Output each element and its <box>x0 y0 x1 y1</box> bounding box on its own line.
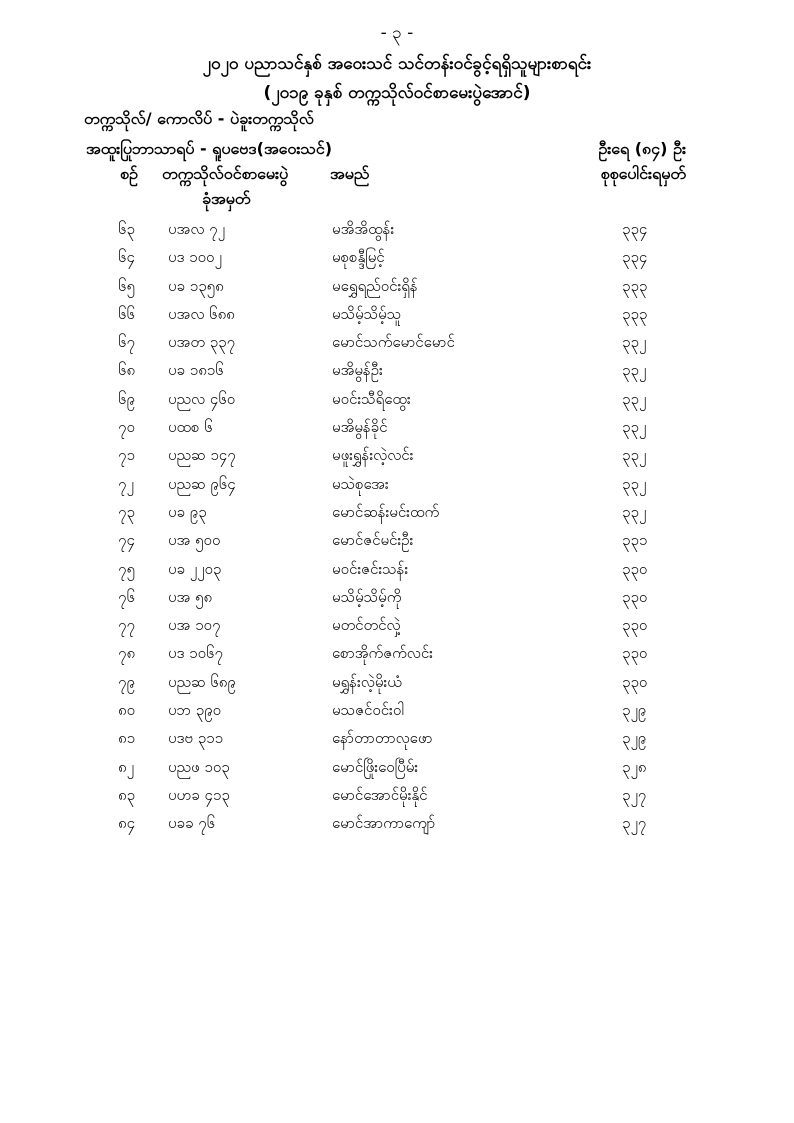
row-name: မအိမွန်ဦး <box>332 361 383 380</box>
table-row <box>0 729 794 757</box>
page-number: - ၃ - <box>380 23 414 43</box>
row-name: စောအိုက်ဇက်လင်း <box>332 644 433 663</box>
header-exam-number-line2: ခုံအမှတ် <box>202 189 251 208</box>
university-label: တက္ကသိုလ်/ ကောလိပ် - ပဲခူးတက္ကသိုလ် <box>84 109 314 128</box>
results-table <box>0 220 794 843</box>
row-exam-number: ပအလ ၇၂ <box>168 220 225 238</box>
row-marks: ၃၃၀ <box>622 644 648 663</box>
row-no: ၈၃ <box>118 785 136 804</box>
row-marks: ၃၃၂ <box>622 418 647 437</box>
row-name: မရွှေရည်ဝင်းရှိန် <box>332 276 418 295</box>
row-marks: ၃၃၄ <box>622 220 648 238</box>
table-row <box>0 588 794 616</box>
row-marks: ၃၃၂ <box>622 502 647 521</box>
row-no: ၇၆ <box>118 587 135 606</box>
row-exam-number: ပညဖ ၁၀၃ <box>168 757 230 776</box>
table-row <box>0 758 794 786</box>
row-name: မောင်သက်မောင်မောင် <box>332 333 455 352</box>
row-no: ၇၅ <box>118 559 135 578</box>
header-no: စဉ် <box>120 164 138 183</box>
row-no: ၇၄ <box>118 531 135 550</box>
row-no: ၆၇ <box>118 333 135 352</box>
row-no: ၇၇ <box>118 616 135 635</box>
row-name: မသိမ့်သိမ့်ကို <box>332 587 402 606</box>
row-name: မောင်ဖြိုးဝေပြီမ်း <box>332 757 419 776</box>
row-exam-number: ပအ ၅၈ <box>168 587 213 606</box>
row-exam-number: ပခ ၉၃ <box>168 502 207 521</box>
row-no: ၆၆ <box>118 304 135 323</box>
table-row <box>0 701 794 729</box>
row-no: ၈၀ <box>118 701 136 720</box>
row-name: မောင်ဆန်းမင်းထက် <box>332 502 440 521</box>
row-marks: ၃၃၂ <box>622 333 647 352</box>
row-marks: ၃၂၈ <box>622 757 647 776</box>
table-row <box>0 333 794 361</box>
row-name: မရွှန်းလဲ့မိုးယံ <box>332 672 402 691</box>
table-row <box>0 673 794 701</box>
row-name: မောင်ဇင်မင်းဦး <box>332 531 414 550</box>
row-marks: ၃၃၃ <box>622 276 648 295</box>
table-row <box>0 361 794 389</box>
row-exam-number: ပညလ ၄၆၀ <box>168 389 236 408</box>
row-no: ၆၃ <box>118 220 135 238</box>
row-name: မောင်အာကာကျော် <box>332 814 436 833</box>
total-count: ဦးရေ (၈၄) ဦး <box>598 139 686 158</box>
row-exam-number: ပအတ ၃၃၇ <box>168 333 236 352</box>
table-row <box>0 446 794 474</box>
row-exam-number: ပဒဗ ၃၁၁ <box>168 729 224 748</box>
row-exam-number: ပထစ ၆ <box>168 418 213 437</box>
row-no: ၇၂ <box>118 474 134 493</box>
row-exam-number: ပခ ၁၈၁၆ <box>168 361 224 380</box>
table-row <box>0 531 794 559</box>
major-label: အထူးပြုဘာသာရပ် - ရူပဗေဒ(အဝေးသင်) <box>86 139 333 158</box>
row-no: ၈၁ <box>118 729 136 748</box>
row-no: ၆၈ <box>118 361 136 380</box>
table-row <box>0 503 794 531</box>
table-row <box>0 786 794 814</box>
document-title: ၂၀၂၀ ပညာသင်နှစ် အဝေးသင် သင်တန်းဝင်ခွင့်ရရှိသူများစာရင်း <box>202 54 592 74</box>
row-exam-number: ပအလ ၆၈၈ <box>168 304 235 323</box>
table-row <box>0 475 794 503</box>
row-exam-number: ပဟခ ၄၁၃ <box>168 785 230 804</box>
row-name: မသိမ့်သိမ့်သူ <box>332 304 402 323</box>
row-name: မအိမွန်ခိုင် <box>332 418 388 437</box>
row-exam-number: ပဘ ၃၉၀ <box>168 701 222 720</box>
row-name: မသဇင်ဝင်းဝါ <box>332 701 404 720</box>
row-exam-number: ပခခ ၇၆ <box>168 814 216 833</box>
row-marks: ၃၂၉ <box>622 729 647 748</box>
row-no: ၇၉ <box>118 672 135 691</box>
row-exam-number: ပညဆ ၆၈၉ <box>168 672 236 691</box>
row-name: မတင်တင်လှဲ့ <box>332 616 401 635</box>
row-exam-number: ပဒ ၁၀၆၇ <box>168 644 223 663</box>
row-exam-number: ပခ ၁၃၅၈ <box>168 276 224 295</box>
row-marks: ၃၃၁ <box>622 531 648 550</box>
row-exam-number: ပအ ၅၀၀ <box>168 531 221 550</box>
row-name: နော်တာတာလုဖော <box>332 729 433 748</box>
row-no: ၇၀ <box>118 418 135 437</box>
header-exam-number: တက္ကသိုလ်ဝင်စာမေးပွဲ <box>162 164 289 183</box>
document-subtitle: (၂၀၁၉ ခုနှစ် တက္ကသိုလ်ဝင်စာမေးပွဲအောင်) <box>263 83 531 103</box>
row-marks: ၃၃၂ <box>622 389 647 408</box>
table-row <box>0 644 794 672</box>
row-exam-number: ပအ ၁၀၇ <box>168 616 221 635</box>
row-no: ၇၃ <box>118 502 135 521</box>
row-no: ၇၁ <box>118 446 135 465</box>
row-no: ၆၉ <box>118 389 135 408</box>
row-name: မအိအိထွန်း <box>332 220 395 238</box>
row-marks: ၃၃၂ <box>622 446 647 465</box>
row-exam-number: ပညဆ ၁၄၇ <box>168 446 236 465</box>
row-marks: ၃၃၀ <box>622 616 648 635</box>
row-marks: ၃၃၂ <box>622 474 647 493</box>
table-row <box>0 220 794 248</box>
row-no: ၆၅ <box>118 276 135 295</box>
row-marks: ၃၃၄ <box>622 248 648 267</box>
row-marks: ၃၂၉ <box>622 701 647 720</box>
row-marks: ၃၃၃ <box>622 304 648 323</box>
table-row <box>0 248 794 276</box>
table-row <box>0 277 794 305</box>
row-name: မဝင်းဇင်းသန်း <box>332 559 409 578</box>
row-marks: ၃၂၇ <box>622 814 647 833</box>
row-no: ၈၂ <box>118 757 134 776</box>
row-name: မသဲစုအေး <box>332 474 389 493</box>
row-name: မစုစန္ဒီမြင့် <box>332 248 385 267</box>
table-row <box>0 814 794 842</box>
table-row <box>0 390 794 418</box>
row-name: မဖူးရွှန်းလဲ့လင်း <box>332 446 414 465</box>
table-row <box>0 305 794 333</box>
row-marks: ၃၃၀ <box>622 587 648 606</box>
row-marks: ၃၃၀ <box>622 559 648 578</box>
row-name: မောင်အောင်မိုးနိုင် <box>332 785 428 804</box>
table-row <box>0 418 794 446</box>
row-marks: ၃၂၇ <box>622 785 647 804</box>
header-total-marks: စုစုပေါင်းရမှတ် <box>600 164 686 183</box>
table-row <box>0 560 794 588</box>
header-name: အမည် <box>330 164 370 183</box>
row-no: ၈၄ <box>118 814 136 833</box>
row-no: ၆၄ <box>118 248 135 267</box>
row-name: မဝင်းသီရိထွေး <box>332 389 411 408</box>
row-exam-number: ပခ ၂၂၀၃ <box>168 559 222 578</box>
row-exam-number: ပညဆ ၉၆၄ <box>168 474 236 493</box>
table-row <box>0 616 794 644</box>
row-marks: ၃၃၂ <box>622 361 647 380</box>
row-marks: ၃၃၀ <box>622 672 648 691</box>
row-exam-number: ပဒ ၁၀၀၂ <box>168 248 222 267</box>
row-no: ၇၈ <box>118 644 136 663</box>
